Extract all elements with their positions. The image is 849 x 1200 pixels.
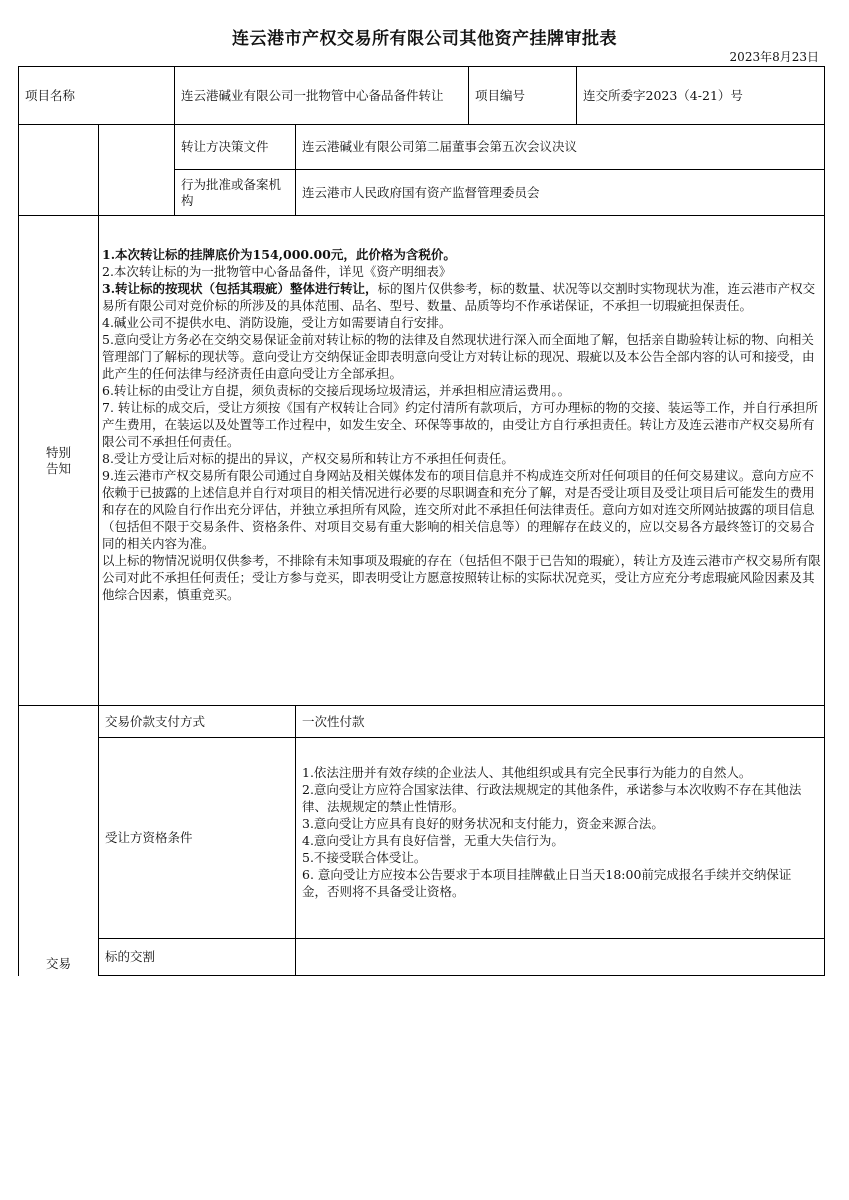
decision-label: 转让方决策文件 xyxy=(181,139,269,154)
qualification-item: 2.意向受让方应符合国家法律、行政法规规定的其他条件，承诺参与本次收购不存在其他法律、法规规定的禁止性情形。 xyxy=(302,782,802,814)
project-name-value: 连云港碱业有限公司一批物管中心备品备件转让 xyxy=(181,87,444,103)
notice-item-3 xyxy=(102,280,822,314)
form-date: 2023年8月23日 xyxy=(729,50,819,64)
qualification-item: 1.依法注册并有效存续的企业法人、其他组织或具有完全民事行为能力的自然人。 xyxy=(302,765,752,780)
special-notice-label-line1: 特别 xyxy=(45,444,71,460)
project-name-label: 项目名称 xyxy=(25,87,76,103)
approval-label: 行为批准或备案机构 xyxy=(181,176,282,208)
notice-item-1: 1.本次转让标的挂牌底价为154,000.00元，此价格为含税价。 xyxy=(102,247,456,262)
special-notice-label xyxy=(19,216,98,705)
qualification-list xyxy=(302,764,814,900)
qualification-item: 5.不接受联合体受让。 xyxy=(302,850,427,865)
notice-item-7: 7. 转让标的成交后，受让方须按《国有产权转让合同》约定付清所有款项后，方可办理标的物的交接、装运等工作，并自行承担所产生费用，在装运以及处置等工作过程中，如发生安全、环保等事故的，由受让方自行承担责任。转让方及连云港市产权交易所有限公司不承担任何责任。 xyxy=(102,400,818,449)
handover-label: 标的交割 xyxy=(105,949,156,964)
grid-line xyxy=(295,705,296,976)
qualification-item: 6. 意向受让方应按本公告要求于本项目挂牌截止日当天18:00前完成报名手续并交纳保证金，否则将不具备受让资格。 xyxy=(302,867,792,899)
notice-item-5: 5.意向受让方务必在交纳交易保证金前对转让标的物的法律及自然现状进行深入而全面地了解，包括亲自勘验转让标的物、向相关管理部门了解标的现状等。意向受让方交纳保证金即表明意向受让方对转让标的现况、瑕疵以及本公告全部内容的认可和接受，由此产生的任何法律与经济责任由意向受让方全部承担。 xyxy=(102,332,815,381)
notice-item-4: 4.碱业公司不提供水电、消防设施，受让方如需要请自行安排。 xyxy=(102,315,452,330)
qualification-item: 3.意向受让方应具有良好的财务状况和支付能力，资金来源合法。 xyxy=(302,816,664,831)
notice-closing: 以上标的物情况说明仅供参考，不排除有未知事项及瑕疵的存在（包括但不限于已告知的瑕疵），转让方及连云港市产权交易所有限公司对此不承担任何责任；受让方参与竞买，即表明受让方愿意按照转让标的实际状况竞买，受让方应充分考虑瑕疵风险因素及其他综合因素，慎重竞买。 xyxy=(102,553,821,602)
special-notice-content xyxy=(102,246,822,603)
page-title: 连云港市产权交易所有限公司其他资产挂牌审批表 xyxy=(232,29,617,49)
qualification-label: 受让方资格条件 xyxy=(105,830,193,845)
project-no-label: 项目编号 xyxy=(475,87,526,103)
handover-value xyxy=(296,939,824,975)
payment-value: 一次性付款 xyxy=(302,713,365,729)
grid-line xyxy=(98,124,99,706)
grid-line xyxy=(824,66,825,976)
payment-label: 交易价款支付方式 xyxy=(105,713,206,729)
notice-item-9: 9.连云港市产权交易所有限公司通过自身网站及相关媒体发布的项目信息并不构成连交所对任何项目的任何交易建议。意向方应不依赖于已披露的上述信息并自行对项目的相关情况进行必要的尽职调查和充分了解，对是否受让项目及受让项目后可能发生的费用和存在的风险自行作出充分评估，并独立承担所有风险，连交所对此不承担任何法律责任。意向方如对连交所网站披露的项目信息（包括但不限于交易条件、资格条件、对项目交易有重大影响的相关信息等）的理解存在歧义的，应以交易各方最终签订的交易合同的相关内容为准。 xyxy=(102,468,815,551)
notice-item-3-bold: 3.转让标的按现状（包括其瑕疵）整体进行转让， xyxy=(102,281,378,296)
trade-section-label: 交易 xyxy=(45,956,71,971)
notice-item-6: 6.转让标的由受让方自提，须负责标的交接后现场垃圾清运，并承担相应清运费用。。 xyxy=(102,383,571,398)
notice-item-3-rest: 标的图片仅供参考，标的数量、状况等以交割时实物现状为准，连云港市产权交易所有限公司对竞价标的所涉及的具体范围、品名、型号、数量、品质等均不作承诺保证，不承担一切瑕疵担保责任。 xyxy=(102,281,816,313)
notice-item-2: 2.本次转让标的为一批物管中心备品备件，详见《资产明细表》 xyxy=(102,264,452,279)
qualification-item: 4.意向受让方具有良好信誉，无重大失信行为。 xyxy=(302,833,564,848)
project-no-value: 连交所委字2023（4-21）号 xyxy=(583,87,743,103)
grid-line xyxy=(98,975,825,976)
grid-line xyxy=(18,215,825,216)
notice-item-8: 8.受让方受让后对标的提出的异议，产权交易所和转让方不承担任何责任。 xyxy=(102,451,514,466)
approval-value: 连云港市人民政府国有资产监督管理委员会 xyxy=(302,184,540,200)
special-notice-label-line2: 告知 xyxy=(45,460,71,476)
decision-value: 连云港碱业有限公司第二届董事会第五次会议决议 xyxy=(302,139,578,154)
